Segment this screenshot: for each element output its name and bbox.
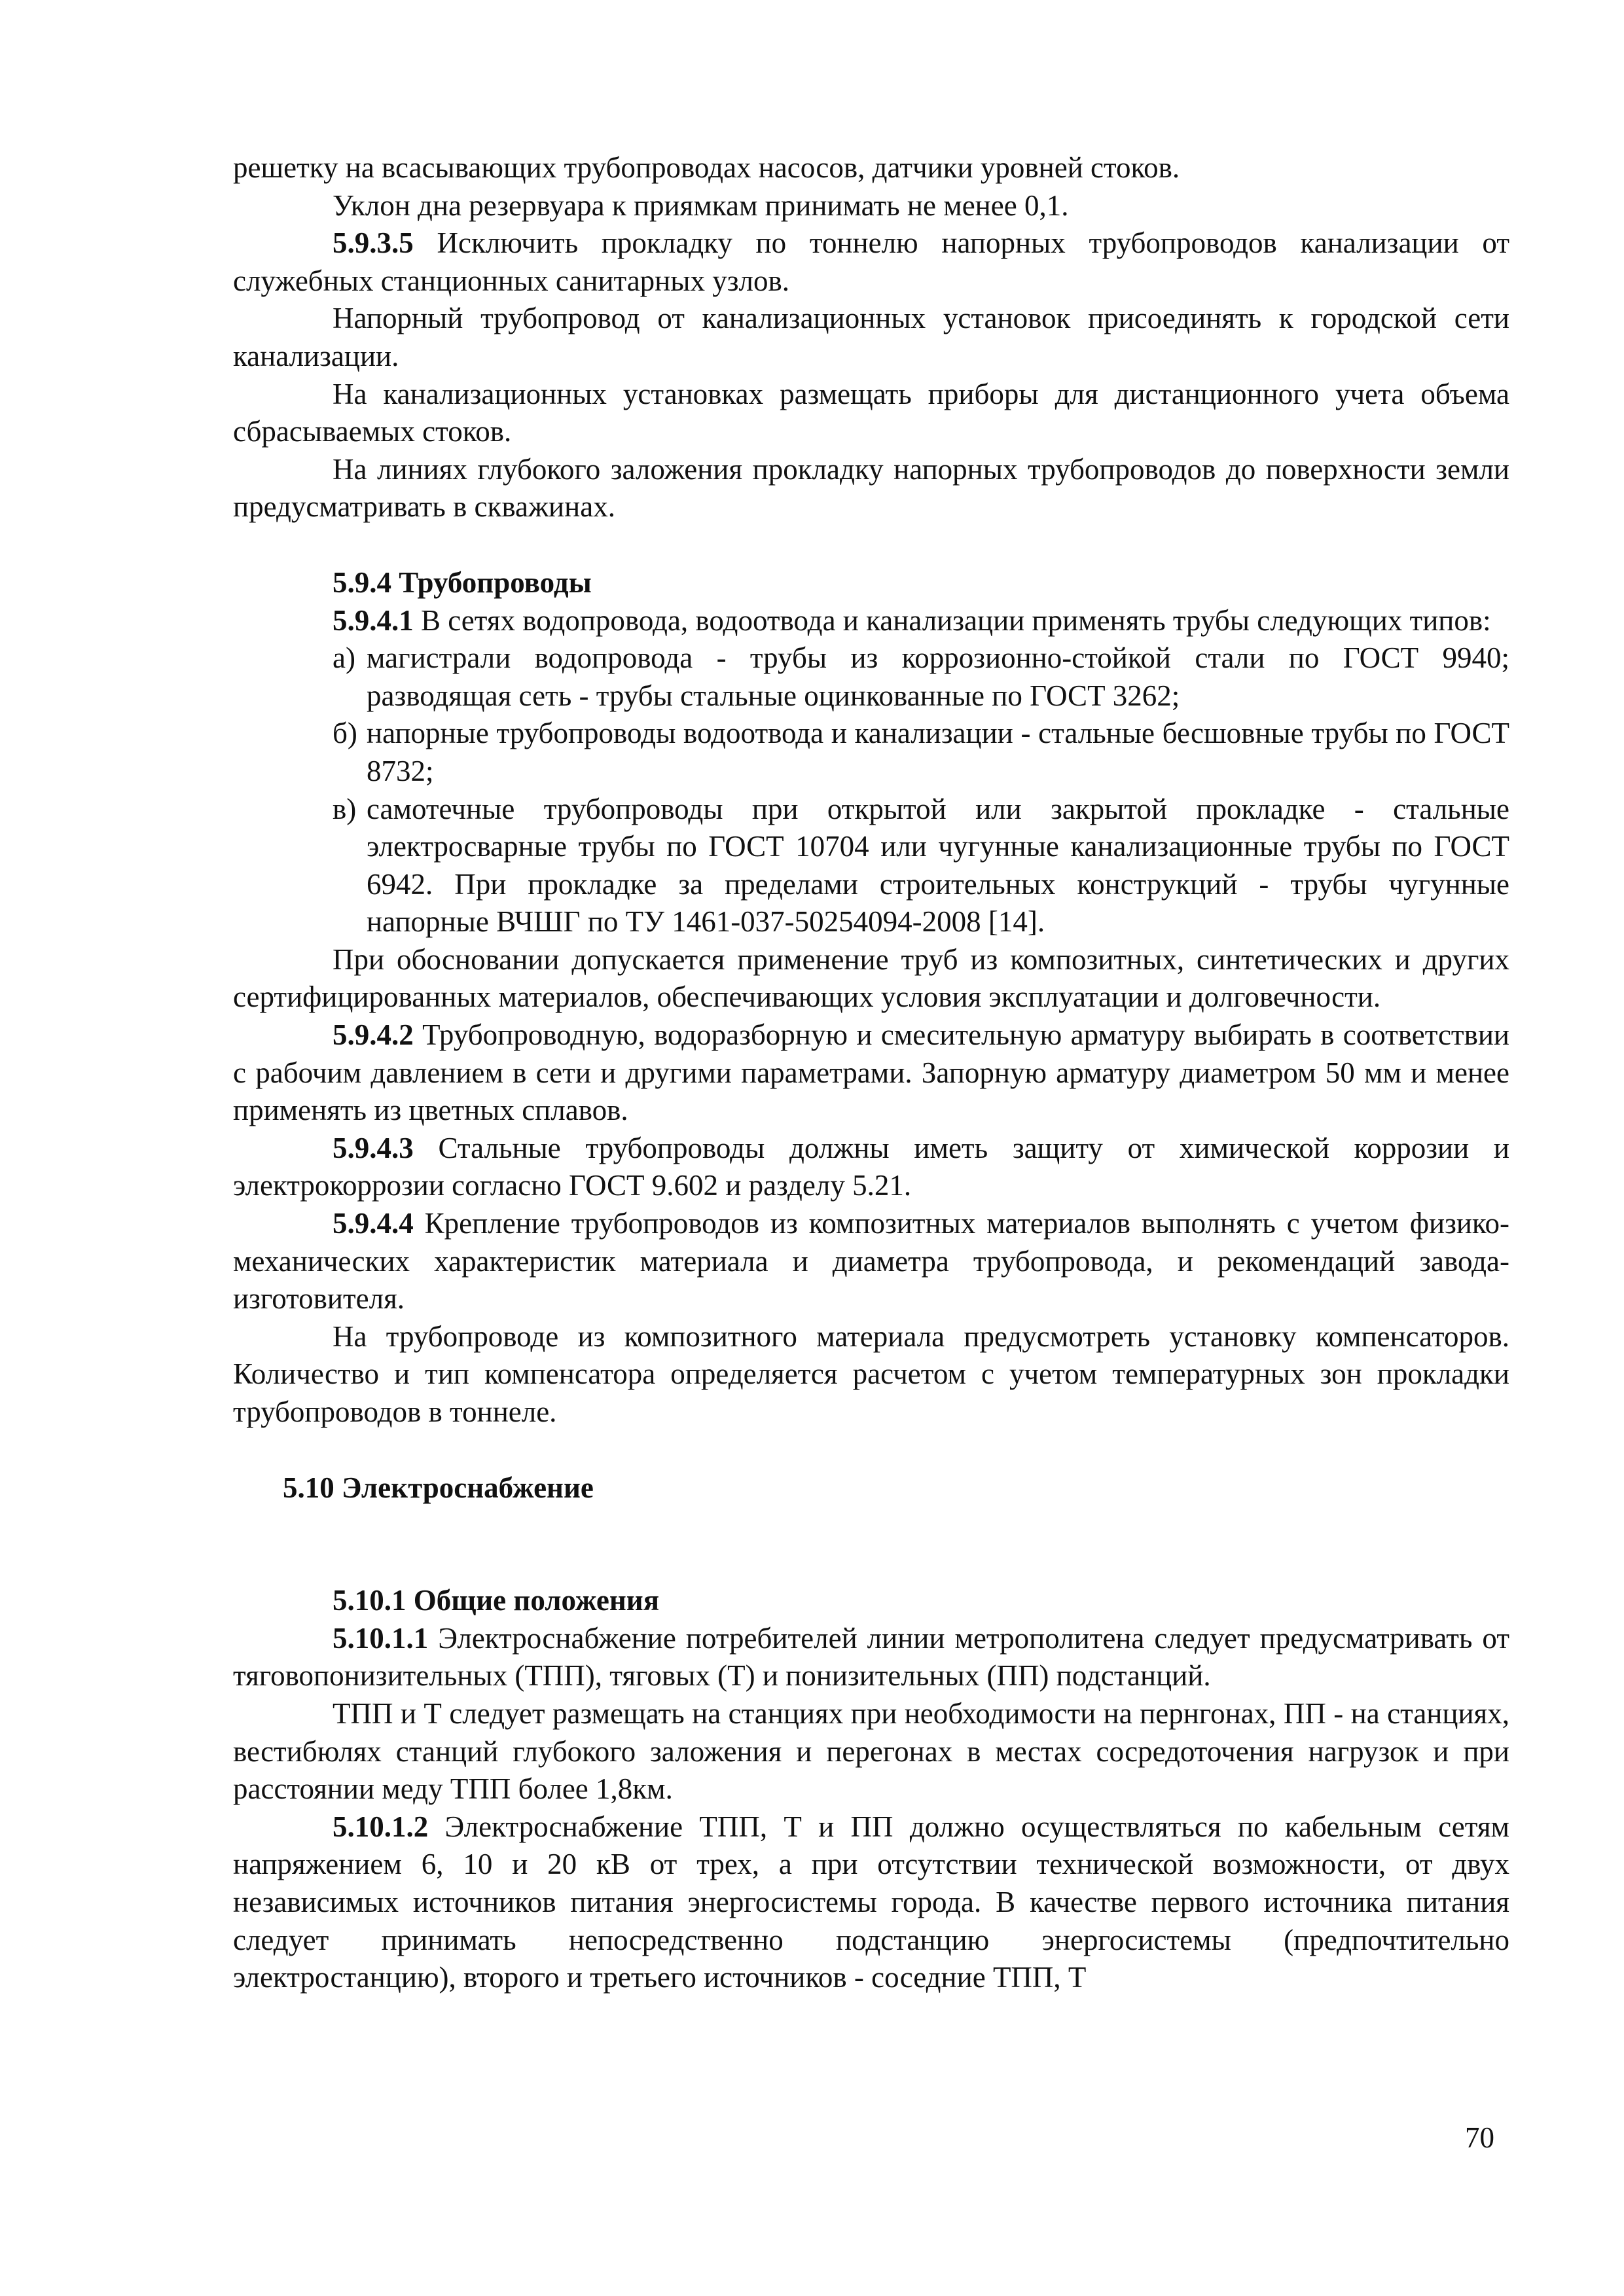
paragraph	[233, 1205, 1509, 1318]
clause-number: 5.9.4.1	[333, 603, 414, 637]
paragraph-text: Крепление трубопроводов из композитных материалов выполнять с учетом физико-механических характеристик материала и диаметра трубопровода, и рекомендаций завода-изготовителя.	[233, 1207, 1509, 1316]
paragraph	[233, 1695, 1509, 1808]
subsection-heading: 5.9.4 Трубопроводы	[333, 565, 592, 599]
list-item-text: самотечные трубопроводы при открытой или закрытой прокладке - стальные электросварные трубы по ГОСТ 10704 или чугунные канализационные трубы по ГОСТ 6942. При прокладке за пределами строительных конструкций - трубы чугунные напорные ВЧШГ по ТУ 1461-037-50254094-2008 [14].	[367, 792, 1509, 939]
paragraph-text: На трубопроводе из композитного материала предусмотреть установку компенсаторов. Количество и тип компенсатора определяется расчетом с учетом температурных зон прокладки трубопроводов в тоннеле.	[233, 1319, 1509, 1428]
clause-number: 5.10.1.1	[333, 1621, 429, 1655]
paragraph-text: При обосновании допускается применение труб из композитных, синтетических и других сертифицированных материалов, обеспечивающих условия эксплуатации и долговечности.	[233, 942, 1509, 1014]
paragraph-text: Электроснабжение потребителей линии метрополитена следует предусматривать от тяговопонизительных (ТПП), тяговых (Т) и понизительных (ПП) подстанций.	[233, 1621, 1509, 1693]
clause-number: 5.9.4.3	[333, 1131, 414, 1164]
paragraph	[233, 224, 1509, 300]
clause-number: 5.9.4.2	[333, 1018, 414, 1052]
document-page	[233, 149, 1509, 1997]
paragraph	[233, 149, 1509, 187]
list-item	[233, 715, 1509, 790]
clause-number: 5.10.1.2	[333, 1810, 429, 1843]
paragraph	[233, 451, 1509, 526]
paragraph-text: В сетях водопровода, водоотвода и канализации применять трубы следующих типов:	[413, 603, 1491, 637]
paragraph	[233, 187, 1509, 225]
subsection-heading: 5.10.1 Общие положения	[333, 1584, 660, 1617]
paragraph	[233, 1130, 1509, 1205]
list-marker: б)	[333, 717, 357, 750]
list-item-text: напорные трубопроводы водоотвода и канализации - стальные бесшовные трубы по ГОСТ 8732;	[367, 717, 1509, 787]
paragraph-text: Уклон дна резервуара к приямкам принимать не менее 0,1.	[333, 188, 1069, 222]
clause-number: 5.9.3.5	[333, 226, 414, 260]
list-item	[233, 639, 1509, 715]
paragraph-text: Стальные трубопроводы должны иметь защиту от химической коррозии и электрокоррозии согласно ГОСТ 9.602 и разделу 5.21.	[233, 1131, 1509, 1202]
paragraph-text: На линиях глубокого заложения прокладку напорных трубопроводов до поверхности земли предусматривать в скважинах.	[233, 452, 1509, 524]
paragraph	[233, 1016, 1509, 1130]
list-item	[233, 791, 1509, 941]
paragraph-text: Электроснабжение ТПП, Т и ПП должно осуществляться по кабельным сетям напряжением 6, 10 и 20 кВ от трех, а при отсутствии технической возможности, от двух независимых источников питания энергосистемы города. В качестве первого источника питания следует принимать непосредственно подстанцию энергосистемы (предпочтительно электростанцию), второго и третьего источников - соседние ТПП, Т	[233, 1810, 1509, 1994]
paragraph	[233, 1318, 1509, 1431]
paragraph-text: Трубопроводную, водоразборную и смесительную арматуру выбирать в соответствии с рабочим давлением в сети и другими параметрами. Запорную арматуру диаметром 50 мм и менее применять из цветных сплавов.	[233, 1018, 1509, 1127]
list-marker: в)	[333, 792, 357, 825]
list-item-text: магистрали водопровода - трубы из коррозионно-стойкой стали по ГОСТ 9940; разводящая сеть - трубы стальные оцинкованные по ГОСТ 3262;	[367, 641, 1509, 712]
section-heading: 5.10 Электроснабжение	[283, 1471, 594, 1504]
paragraph-text: решетку на всасывающих трубопроводах насосов, датчики уровней стоков.	[233, 151, 1180, 184]
clause-number: 5.9.4.4	[333, 1207, 414, 1240]
list-marker: а)	[333, 641, 355, 675]
paragraph-text: На канализационных установках размещать приборы для дистанционного учета объема сбрасываемых стоков.	[233, 377, 1509, 448]
paragraph	[233, 1808, 1509, 1997]
paragraph-text: ТПП и Т следует размещать на станциях при необходимости на пернгонах, ПП - на станциях, вестибюлях станций глубокого заложения и перегонах в местах сосредоточения нагрузок и при расстоянии меду ТПП более 1,8км.	[233, 1696, 1509, 1806]
paragraph	[233, 300, 1509, 375]
paragraph	[233, 376, 1509, 451]
paragraph-text: Напорный трубопровод от канализационных установок присоединять к городской сети канализации.	[233, 302, 1509, 372]
paragraph	[233, 602, 1509, 640]
page-number: 70	[1465, 2121, 1494, 2154]
paragraph	[233, 941, 1509, 1016]
paragraph-text: Исключить прокладку по тоннелю напорных трубопроводов канализации от служебных станционных санитарных узлов.	[233, 226, 1509, 297]
paragraph	[233, 1620, 1509, 1695]
